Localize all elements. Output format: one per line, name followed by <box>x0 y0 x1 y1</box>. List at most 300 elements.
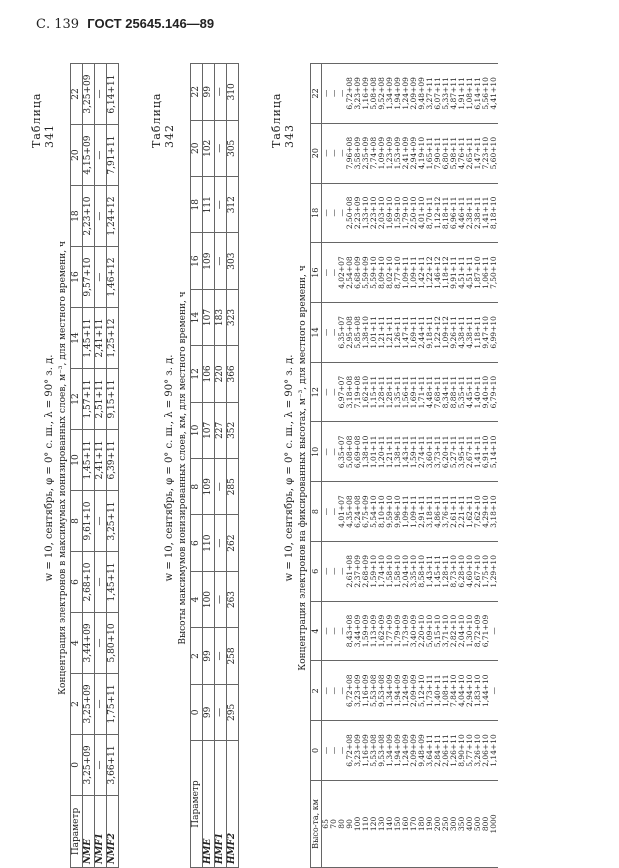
table-cell: 1,73+09 <box>402 601 410 661</box>
table-cell: 1,87+10 <box>474 243 482 303</box>
hour-header: 6 <box>311 541 322 601</box>
table-cell: 6,75+09 <box>362 482 370 542</box>
table-cell: — <box>322 721 331 781</box>
table-cell: 9,61+10 <box>83 491 95 552</box>
table-342-caption: Высоты максимумов ионизированных слоев, км, для местного времени, ч <box>178 291 188 645</box>
table-cell: 6,72+08 <box>346 661 354 721</box>
table-cell: — <box>330 183 338 243</box>
table-cell: 1,75+10 <box>482 541 490 601</box>
table-cell: — <box>322 482 331 542</box>
table-cell: — <box>330 422 338 482</box>
table-cell: 1,41+11 <box>474 422 482 482</box>
hour-header: 2 <box>191 628 203 684</box>
table-cell: 8,09+10 <box>378 243 386 303</box>
table-cell: 1,46+12 <box>434 243 442 303</box>
table-cell: 4,35+08 <box>346 482 354 542</box>
table-cell: 1,40+11 <box>474 362 482 422</box>
table-cell: 3,76+11 <box>442 482 450 542</box>
table-cell: 1,08+11 <box>466 64 474 124</box>
table-cell: 1,59+11 <box>410 422 418 482</box>
table-cell: 263 <box>227 571 239 627</box>
table-cell: 1,91+11 <box>458 64 466 124</box>
table-cell: 303 <box>227 233 239 289</box>
table-cell: 9,52+08 <box>378 64 386 124</box>
table-cell: 2,23+09 <box>354 183 362 243</box>
table-cell: 2,84+11 <box>434 721 442 781</box>
hour-header: 2 <box>71 673 83 734</box>
table-cell: 1,46+12 <box>107 247 119 308</box>
table-cell: — <box>322 64 331 124</box>
table-cell: 5,80+10 <box>107 612 119 673</box>
table-cell: 6,28+10 <box>458 541 466 601</box>
table-cell: 9,96+10 <box>394 482 402 542</box>
table-cell: 2,74+11 <box>418 422 426 482</box>
table-cell: 1,77+09 <box>386 601 394 661</box>
table-cell: 6,35+07 <box>338 302 346 362</box>
table-cell: 4,04+10 <box>458 661 466 721</box>
table-cell: 8,90+10 <box>458 721 466 781</box>
table-cell: 1,16+09 <box>362 661 370 721</box>
table-cell: 1,35+11 <box>394 362 402 422</box>
table-cell: 7,68+11 <box>434 362 442 422</box>
table-cell: 6,68+09 <box>354 243 362 303</box>
table-cell: 1,21+11 <box>386 302 394 362</box>
table-cell: 2,50+10 <box>410 183 418 243</box>
altitude-cell: 150 <box>394 780 402 867</box>
table-cell: 1,26+11 <box>394 302 402 362</box>
table-cell: — <box>338 601 346 661</box>
table-cell: 7,23+10 <box>482 123 490 183</box>
table-cell: 4,60+10 <box>466 541 474 601</box>
table-cell: 2,65+11 <box>466 123 474 183</box>
table-cell: 8,72+09 <box>474 601 482 661</box>
altitude-cell: 500 <box>474 780 482 867</box>
hour-header: 8 <box>191 459 203 515</box>
table-cell: 1,21+11 <box>378 302 386 362</box>
param-name: HMF2 <box>227 741 239 868</box>
table-cell: 5,53+08 <box>370 661 378 721</box>
table-cell: 2,21+11 <box>458 482 466 542</box>
table-cell: 262 <box>227 515 239 571</box>
table-cell: 1,62+09 <box>378 601 386 661</box>
table-cell: 6,07+11 <box>434 64 442 124</box>
table-cell: 2,23+10 <box>83 186 95 247</box>
table-cell: 2,61+11 <box>450 482 458 542</box>
table-cell: 107 <box>203 402 215 458</box>
table-cell: — <box>330 243 338 303</box>
hour-header: 0 <box>191 684 203 740</box>
table-343-label: Таблица 343 <box>270 92 296 148</box>
table-cell: 1,65+11 <box>426 123 434 183</box>
table-cell: 3,26+10 <box>474 721 482 781</box>
table-cell: 1,38+10 <box>362 302 370 362</box>
hour-header: 4 <box>191 571 203 627</box>
table-cell: 7,62+10 <box>474 482 482 542</box>
table-cell: 8,18+11 <box>442 183 450 243</box>
table-cell: — <box>322 362 331 422</box>
table-cell: 1,56+11 <box>402 362 410 422</box>
table-cell: 8,34+11 <box>442 362 450 422</box>
table-cell: 7,90+11 <box>434 123 442 183</box>
table-cell: — <box>330 362 338 422</box>
hour-header: 10 <box>71 430 83 491</box>
table-cell: 2,06+11 <box>442 721 450 781</box>
table-cell: 5,56+10 <box>482 64 490 124</box>
table-cell: — <box>338 64 346 124</box>
hour-header: 22 <box>311 64 322 124</box>
table-cell: 4,38+11 <box>458 302 466 362</box>
table-cell: 1,59+10 <box>394 183 402 243</box>
table-cell: — <box>338 123 346 183</box>
table-cell: 1,24+09 <box>402 64 410 124</box>
table-cell: 5,59+09 <box>362 243 370 303</box>
table-cell: 1,28+11 <box>442 541 450 601</box>
table-cell: 1,94+09 <box>394 661 402 721</box>
table-cell: — <box>330 64 338 124</box>
table-cell: 3,25+09 <box>83 734 95 795</box>
altitude-header: Высо-та, км <box>311 780 322 867</box>
hour-header: 12 <box>191 346 203 402</box>
table-cell: 1,53+09 <box>394 123 402 183</box>
table-cell: 5,54+10 <box>370 482 378 542</box>
hour-header: 10 <box>311 422 322 482</box>
table-cell: 5,09+10 <box>426 601 434 661</box>
table-cell: 2,20+10 <box>418 601 426 661</box>
altitude-cell: 65 <box>322 780 331 867</box>
table-cell: — <box>95 247 107 308</box>
table-cell: 1,30+10 <box>466 601 474 661</box>
table-341-label: Таблица 341 <box>30 92 56 148</box>
altitude-cell: 110 <box>362 780 370 867</box>
table-cell: 2,04+10 <box>402 541 410 601</box>
table-cell: 5,27+11 <box>450 422 458 482</box>
table-cell: 1,69+11 <box>410 362 418 422</box>
table-cell: — <box>322 541 331 601</box>
table-cell: — <box>322 123 331 183</box>
table-cell: 1,74+10 <box>378 541 386 601</box>
table-row <box>203 64 215 868</box>
altitude-cell: 400 <box>466 780 474 867</box>
table-cell: 2,54+08 <box>346 243 354 303</box>
table-343-caption: Концентрация электронов на фиксированных высотах, м⁻³, для местного времени, ч <box>298 265 308 671</box>
table-cell: 3,64+11 <box>426 721 434 781</box>
table-cell: — <box>322 302 331 362</box>
table-cell: — <box>490 601 498 661</box>
table-cell: — <box>95 64 107 125</box>
table-cell: 1,38+11 <box>394 422 402 482</box>
table-cell: 7,84+10 <box>450 661 458 721</box>
table-cell: 3,25+11 <box>107 491 119 552</box>
table-cell: 3,35+10 <box>410 541 418 601</box>
table-cell: 2,51+11 <box>95 369 107 430</box>
table-cell: — <box>215 571 227 627</box>
table-cell: — <box>215 628 227 684</box>
table-cell: 1,24+09 <box>402 661 410 721</box>
table-cell: 9,57+10 <box>83 247 95 308</box>
hour-header: 18 <box>191 177 203 233</box>
table-cell: 3,60+11 <box>426 422 434 482</box>
hour-header: 8 <box>311 482 322 542</box>
table-cell: 1,94+09 <box>394 721 402 781</box>
table-row <box>107 64 119 868</box>
table-cell: — <box>322 183 331 243</box>
table-cell: 1,25+12 <box>107 308 119 369</box>
table-cell: 1,40+11 <box>434 661 442 721</box>
table-341-condition: w = 10, сентябрь, φ = 0° с. ш., λ = 90° з. д. <box>44 354 55 582</box>
hour-header: 8 <box>71 491 83 552</box>
hour-header: 4 <box>71 612 83 673</box>
hour-header: 6 <box>71 551 83 612</box>
altitude-cell: 180 <box>418 780 426 867</box>
table-cell: 2,95+08 <box>346 302 354 362</box>
table-cell: — <box>215 684 227 740</box>
table-cell: 5,53+08 <box>370 721 378 781</box>
table-cell: 2,04+10 <box>458 601 466 661</box>
table-cell: — <box>215 233 227 289</box>
table-cell: — <box>95 551 107 612</box>
table-cell: 285 <box>227 459 239 515</box>
table-cell: 3,73+11 <box>434 422 442 482</box>
table-cell: — <box>215 177 227 233</box>
table-cell: 3,18+10 <box>490 482 498 542</box>
hour-header: 20 <box>191 120 203 176</box>
table-cell: 4,51+11 <box>466 243 474 303</box>
table-cell: 3,18+11 <box>426 482 434 542</box>
table-row <box>490 64 498 868</box>
table-cell: 3,25+09 <box>83 673 95 734</box>
table-cell: — <box>330 721 338 781</box>
table-cell: 4,29+10 <box>482 482 490 542</box>
hour-header: 2 <box>311 661 322 721</box>
table-cell: 1,06+11 <box>482 243 490 303</box>
hour-header: 4 <box>311 601 322 661</box>
table-cell: 6,71+09 <box>482 601 490 661</box>
table-cell: 6,14+11 <box>107 64 119 125</box>
table-cell: 4,45+11 <box>466 362 474 422</box>
table-cell: 2,09+09 <box>410 721 418 781</box>
table-cell: 6,72+08 <box>346 721 354 781</box>
table-cell: 6,97+07 <box>338 362 346 422</box>
table-cell: 3,58+09 <box>354 123 362 183</box>
table-cell: 1,79+10 <box>402 183 410 243</box>
table-cell: 1,09+11 <box>402 482 410 542</box>
table-cell: 1,22+12 <box>434 302 442 362</box>
header-row <box>311 64 322 868</box>
table-cell: 8,10+10 <box>378 482 386 542</box>
table-cell: 6,79+10 <box>490 362 498 422</box>
table-cell: — <box>95 186 107 247</box>
table-cell: 2,67+11 <box>466 422 474 482</box>
hour-header: 14 <box>191 289 203 345</box>
table-cell: 1,12+12 <box>434 183 442 243</box>
table-cell: 1,08+11 <box>442 661 450 721</box>
hour-header: 12 <box>311 362 322 422</box>
table-cell: 1,38+10 <box>362 422 370 482</box>
table-cell: 109 <box>203 459 215 515</box>
table-cell: 1,58+10 <box>394 541 402 601</box>
table-row <box>227 64 239 868</box>
table-cell: 8,43+08 <box>346 601 354 661</box>
table-cell: 1,34+09 <box>386 661 394 721</box>
table-row <box>215 64 227 868</box>
altitude-cell: 140 <box>386 780 394 867</box>
table-cell: 6,35+07 <box>338 422 346 482</box>
table-cell: 110 <box>203 515 215 571</box>
table-cell: 4,87+11 <box>450 64 458 124</box>
table-cell: 1,71+11 <box>418 362 426 422</box>
table-cell: — <box>95 734 107 795</box>
table-cell: 1,58+10 <box>386 541 394 601</box>
table-cell: 1,26+11 <box>450 721 458 781</box>
table-cell: — <box>215 64 227 121</box>
table-cell: 1,01+11 <box>370 422 378 482</box>
table-cell: 2,82+10 <box>450 601 458 661</box>
table-cell: 2,61+08 <box>346 541 354 601</box>
table-341 <box>70 63 119 868</box>
table-cell: 3,40+09 <box>410 601 418 661</box>
table-cell: 6,99+10 <box>490 302 498 362</box>
table-cell: 2,09+09 <box>410 64 418 124</box>
page-number: С. 139 <box>36 17 80 32</box>
table-cell: 2,06+10 <box>482 721 490 781</box>
table-cell: 1,42+11 <box>418 243 426 303</box>
table-cell: — <box>338 541 346 601</box>
table-cell: 100 <box>203 571 215 627</box>
hour-header: 16 <box>191 233 203 289</box>
table-cell: 8,73+10 <box>450 541 458 601</box>
table-cell: 1,16+09 <box>362 721 370 781</box>
table-cell: 1,24+12 <box>107 186 119 247</box>
table-cell: 2,41+11 <box>95 308 107 369</box>
table-cell: 106 <box>203 346 215 402</box>
hour-header: 6 <box>191 515 203 571</box>
table-cell: — <box>338 183 346 243</box>
table-cell: 323 <box>227 289 239 345</box>
table-cell: 1,22+12 <box>426 243 434 303</box>
param-name: HMF1 <box>215 741 227 868</box>
table-cell: 9,18+11 <box>426 302 434 362</box>
table-cell: 2,50+08 <box>346 183 354 243</box>
altitude-cell: 90 <box>346 780 354 867</box>
table-cell: 2,94+09 <box>410 123 418 183</box>
table-cell: 6,39+11 <box>107 430 119 491</box>
hour-header: 10 <box>191 402 203 458</box>
table-cell: 2,41+09 <box>402 123 410 183</box>
table-cell: 7,74+08 <box>370 123 378 183</box>
altitude-cell: 200 <box>434 780 442 867</box>
table-cell: 4,41+10 <box>490 64 498 124</box>
table-cell: 99 <box>203 628 215 684</box>
rotated-content <box>30 0 610 868</box>
altitude-cell: 80 <box>338 780 346 867</box>
table-cell: 4,15+09 <box>83 125 95 186</box>
altitude-cell: 190 <box>426 780 434 867</box>
table-cell: 8,18+10 <box>490 183 498 243</box>
table-cell: 107 <box>203 289 215 345</box>
table-cell: 1,29+10 <box>490 541 498 601</box>
table-343 <box>310 63 498 868</box>
table-cell: — <box>330 123 338 183</box>
table-cell: 1,47+11 <box>474 123 482 183</box>
hour-header: 22 <box>191 64 203 121</box>
header-row <box>71 64 83 868</box>
table-cell: 6,14+11 <box>474 64 482 124</box>
table-cell: 4,02+07 <box>338 243 346 303</box>
table-cell: 1,28+11 <box>386 362 394 422</box>
table-cell: 1,09+11 <box>410 482 418 542</box>
table-cell: 1,43+11 <box>426 541 434 601</box>
hour-header: 18 <box>71 186 83 247</box>
table-cell: 1,69+11 <box>410 302 418 362</box>
table-cell: 2,44+11 <box>418 302 426 362</box>
table-cell: 1,09+09 <box>378 123 386 183</box>
table-cell: — <box>215 515 227 571</box>
table-cell: 1,45+11 <box>83 430 95 491</box>
table-cell: 220 <box>215 346 227 402</box>
table-cell: 4,38+11 <box>466 302 474 362</box>
table-cell: 7,50+10 <box>490 243 498 303</box>
table-cell: — <box>215 120 227 176</box>
table-cell: 2,37+09 <box>354 541 362 601</box>
table-cell: 99 <box>203 64 215 121</box>
table-cell: 6,20+11 <box>442 422 450 482</box>
table-cell: 1,34+09 <box>386 721 394 781</box>
table-cell: 4,86+11 <box>434 482 442 542</box>
table-cell: 1,94+09 <box>394 64 402 124</box>
table-cell: 2,41+11 <box>95 430 107 491</box>
table-cell: 1,13+09 <box>370 601 378 661</box>
table-cell: 9,26+11 <box>450 302 458 362</box>
table-cell: 2,38+11 <box>474 183 482 243</box>
table-cell: 1,09+11 <box>402 243 410 303</box>
table-cell: 5,08+08 <box>370 64 378 124</box>
table-cell: 1,20+11 <box>378 422 386 482</box>
table-cell: 1,28+11 <box>378 362 386 422</box>
table-cell: 1,41+11 <box>482 183 490 243</box>
table-cell: 7,19+08 <box>354 362 362 422</box>
table-cell: — <box>322 661 331 721</box>
table-cell: 9,59+10 <box>386 482 394 542</box>
table-cell: 1,14+10 <box>490 721 498 781</box>
table-cell: 2,38+11 <box>466 183 474 243</box>
altitude-cell: 120 <box>370 780 378 867</box>
table-cell: 1,69+10 <box>386 183 394 243</box>
param-name: HME <box>203 741 215 868</box>
table-cell: 8,77+10 <box>394 243 402 303</box>
table-cell: 1,01+11 <box>370 302 378 362</box>
table-cell: 1,59+10 <box>370 541 378 601</box>
table-cell: 2,23+10 <box>370 183 378 243</box>
hour-header: 14 <box>71 308 83 369</box>
table-cell: 4,48+11 <box>426 362 434 422</box>
table-row <box>95 64 107 868</box>
table-cell: 8,02+10 <box>386 243 394 303</box>
table-cell: 4,19+10 <box>418 123 426 183</box>
altitude-cell: 170 <box>410 780 418 867</box>
table-cell: 109 <box>203 233 215 289</box>
hour-header: 0 <box>311 721 322 781</box>
table-cell: 1,62+10 <box>362 362 370 422</box>
altitude-cell: 300 <box>450 780 458 867</box>
table-cell: 1,45+11 <box>83 308 95 369</box>
table-cell: 2,67+10 <box>474 541 482 601</box>
table-cell: 1,47+11 <box>402 302 410 362</box>
altitude-cell: 250 <box>442 780 450 867</box>
table-cell: 3,23+09 <box>354 64 362 124</box>
table-cell: — <box>490 661 498 721</box>
table-cell: 1,62+11 <box>466 482 474 542</box>
table-cell: 2,35+09 <box>362 123 370 183</box>
